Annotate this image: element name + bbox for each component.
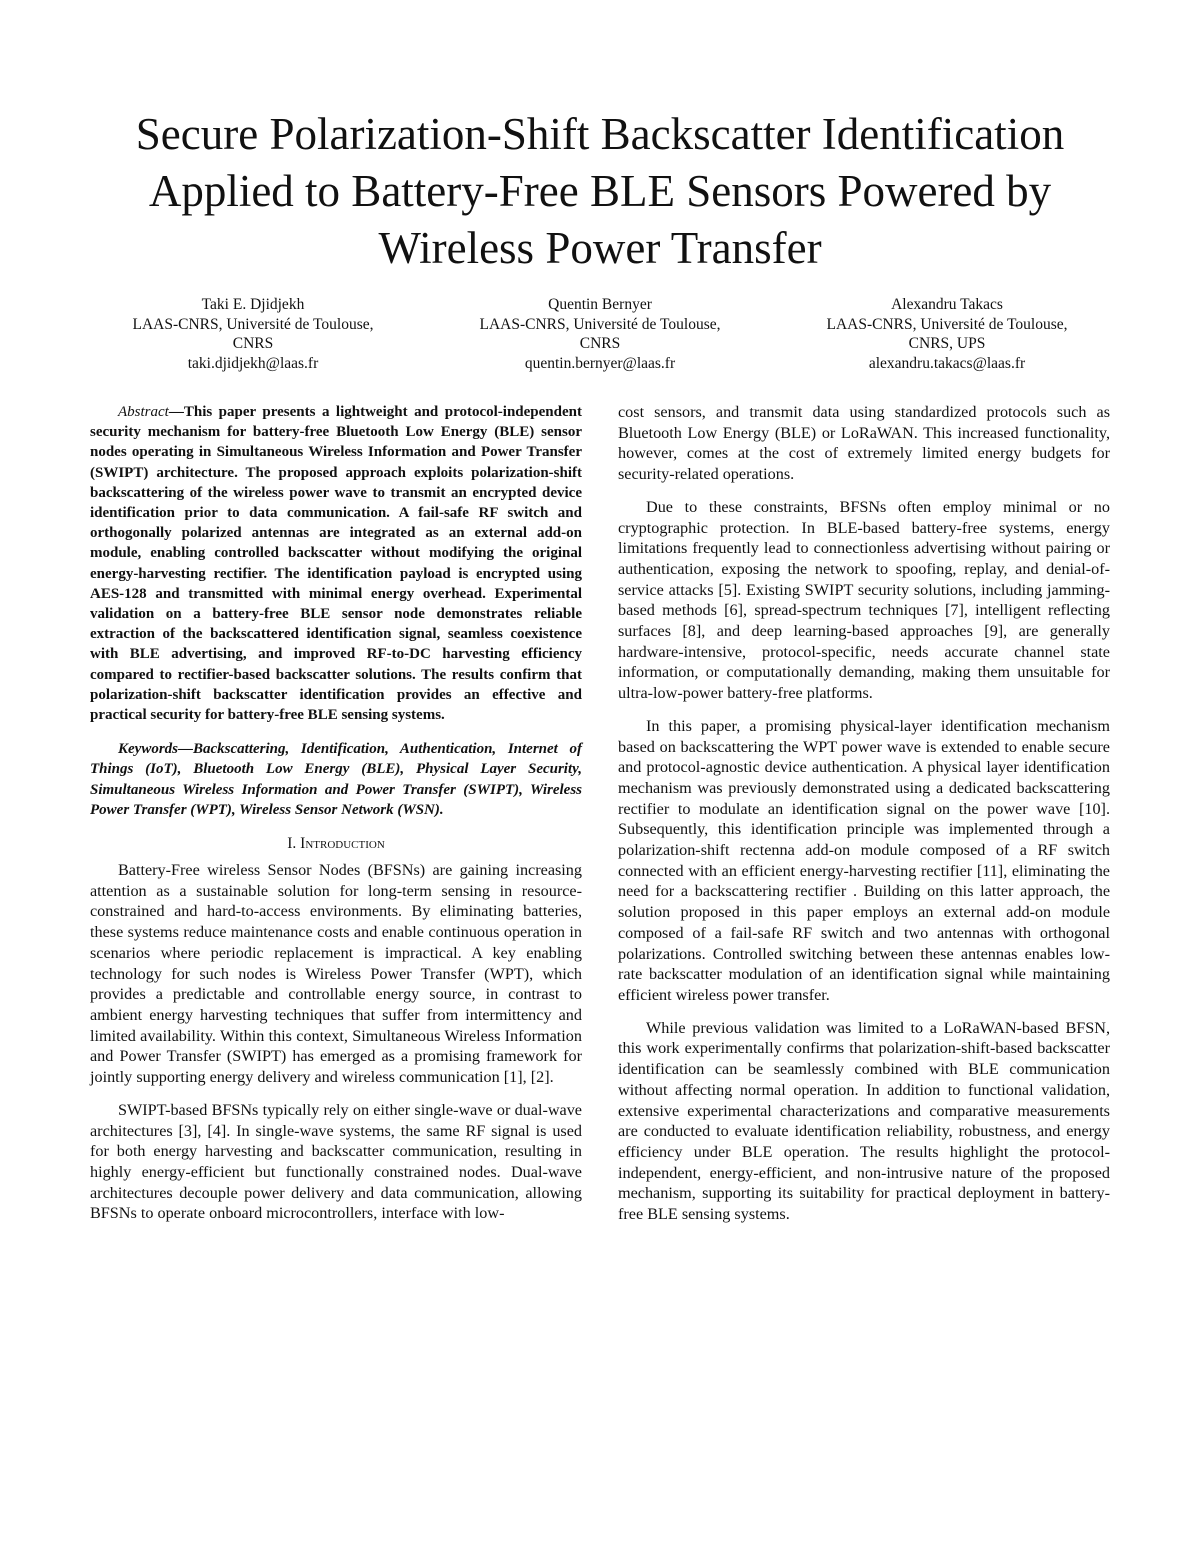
section-number: I. — [287, 835, 297, 853]
author-name: Alexandru Takacs — [891, 296, 1003, 313]
abstract — [90, 402, 582, 725]
author-block — [88, 295, 418, 373]
author-block — [435, 295, 765, 373]
author-email: taki.djidjekh@laas.fr — [187, 354, 319, 372]
title-line: Secure Polarization-Shift Backscatter Identification — [135, 109, 1065, 159]
author-affiliation: CNRS — [232, 335, 274, 352]
author-affiliation: CNRS — [579, 335, 621, 352]
body-paragraph: Battery-Free wireless Sensor Nodes (BFSNs) are gaining increasing attention as a sustainable solution for long-term sensing in resource-constrained and hard-to-access environments. By eliminating batteries, these systems reduce maintenance costs and enable continuous operation in scenarios where periodic replacement is impractical. A key enabling technology for such nodes is Wireless Power Transfer (WPT), which provides a predictable and controllable energy source, in contrast to ambient energy harvesting techniques that suffer from intermittency and limited availability. Within this context, Simultaneous Wireless Information and Power Transfer (SWIPT) has emerged as a promising framework for jointly supporting energy delivery and wireless communication [1], [2]. — [90, 861, 582, 1087]
author-name: Quentin Bernyer — [548, 296, 652, 313]
body-paragraph: Due to these constraints, BFSNs often employ minimal or no cryptographic protection. In BLE-based battery-free systems, energy limitations frequently lead to connectionless advertising without pairing or authentication, exposing the network to spoofing, replay, and denial-of-service attacks [5]. Existing SWIPT security solutions, including jamming-based methods [6], spread-spectrum techniques [7], intelligent reflecting surfaces [8], and deep learning-based approaches [9], are generally hardware-intensive, protocol-specific, needs accurate channel state information, or computationally demanding, making them unsuitable for ultra-low-power battery-free platforms. — [618, 497, 1110, 703]
keywords: Keywords—Backscattering, Identification, Authentication, Internet of Things (IoT), Bluetooth Low Energy (BLE), Physical Layer Security, Simultaneous Wireless Information and Power Transfer (SWIPT), Wireless Power Transfer (WPT), Wireless Sensor Network (WSN). — [90, 741, 582, 818]
author-email: quentin.bernyer@laas.fr — [524, 354, 676, 372]
author-email: alexandru.takacs@laas.fr — [868, 354, 1026, 372]
title-line: Wireless Power Transfer — [378, 223, 822, 273]
body-paragraph: cost sensors, and transmit data using standardized protocols such as Bluetooth Low Energy (BLE) or LoRaWAN. This increased functionality, however, comes at the cost of extremely limited energy budgets for security-related operations. — [618, 403, 1110, 484]
author-affiliation: LAAS-CNRS, Université de Toulouse, — [479, 315, 721, 333]
author-block — [782, 295, 1112, 373]
title-line: Applied to Battery-Free BLE Sensors Powered by — [148, 166, 1052, 216]
abstract-text: —This paper presents a lightweight and protocol-independent security mechanism for battery-free Bluetooth Low Energy (BLE) sensor nodes operating in Simultaneous Wireless Information and Power Transfer (SWIPT) architecture. The proposed approach exploits polarization-shift backscattering of the wireless power wave to transmit an encrypted device identification prior to data communication. A fail-safe RF switch and orthogonally polarized antennas are integrated as an external add-on module, enabling controlled backscatter without modifying the original energy-harvesting rectifier. The identification payload is encrypted using AES-128 and transmitted with minimal energy overhead. Experimental validation on a battery-free BLE sensor node demonstrates reliable extraction of the backscattered identification signal, seamless coexistence with BLE advertising, and improved RF-to-DC harvesting efficiency compared to rectifier-based backscatter solutions. The results confirm that polarization-shift backscatter identification provides an effective and practical security for battery-free BLE sensing systems. — [90, 404, 582, 724]
abstract-lead: Abstract — [118, 404, 169, 420]
section-title: Introduction — [300, 835, 385, 853]
left-column — [90, 402, 582, 1236]
body-paragraph: SWIPT-based BFSNs typically rely on either single-wave or dual-wave architectures [3], [4]. In single-wave systems, the same RF signal is used for both energy harvesting and backscatter communication, resulting in highly energy-efficient but functionally constrained nodes. Dual-wave architectures decouple power delivery and data communication, allowing BFSNs to operate onboard microcontrollers, interface with low- — [90, 1100, 582, 1223]
paper-title — [60, 106, 1140, 277]
body-paragraph: While previous validation was limited to a LoRaWAN-based BFSN, this work experimentally confirms that polarization-shift-based backscatter identification can be seamlessly combined with BLE communication without affecting normal operation. In addition to functional validation, extensive experimental characterizations and comparative measurements are conducted to evaluate identification reliability, robustness, and energy efficiency under BLE operation. The results highlight the protocol-independent, energy-efficient, and non-intrusive nature of the proposed mechanism, supporting its suitability for practical deployment in battery-free BLE sensing systems. — [618, 1018, 1110, 1224]
author-affiliation: LAAS-CNRS, Université de Toulouse, — [826, 315, 1068, 333]
right-column — [618, 402, 1110, 1237]
author-affiliation: LAAS-CNRS, Université de Toulouse, — [132, 315, 374, 333]
section-heading — [90, 834, 582, 854]
body-paragraph: In this paper, a promising physical-layer identification mechanism based on backscattering the WPT power wave is extended to enable secure and protocol-agnostic device authentication. A physical layer identification mechanism was previously demonstrated using a dedicated backscattering rectifier to modulate an identification signal on the power wave [10]. Subsequently, this identification principle was implemented through a polarization-shift rectenna add-on module composed of a RF switch connected with an efficient energy-harvesting rectifier [11], eliminating the need for a backscattering rectifier . Building on this latter approach, the solution proposed in this paper employs an external add-on module composed of a fail-safe RF switch and two antennas with orthogonal polarizations. Controlled switching between these antennas enables low-rate backscatter modulation of an identification signal while maintaining efficient wireless power transfer. — [618, 716, 1110, 1004]
author-affiliation: CNRS, UPS — [908, 335, 986, 352]
author-name: Taki E. Djidjekh — [201, 296, 305, 313]
